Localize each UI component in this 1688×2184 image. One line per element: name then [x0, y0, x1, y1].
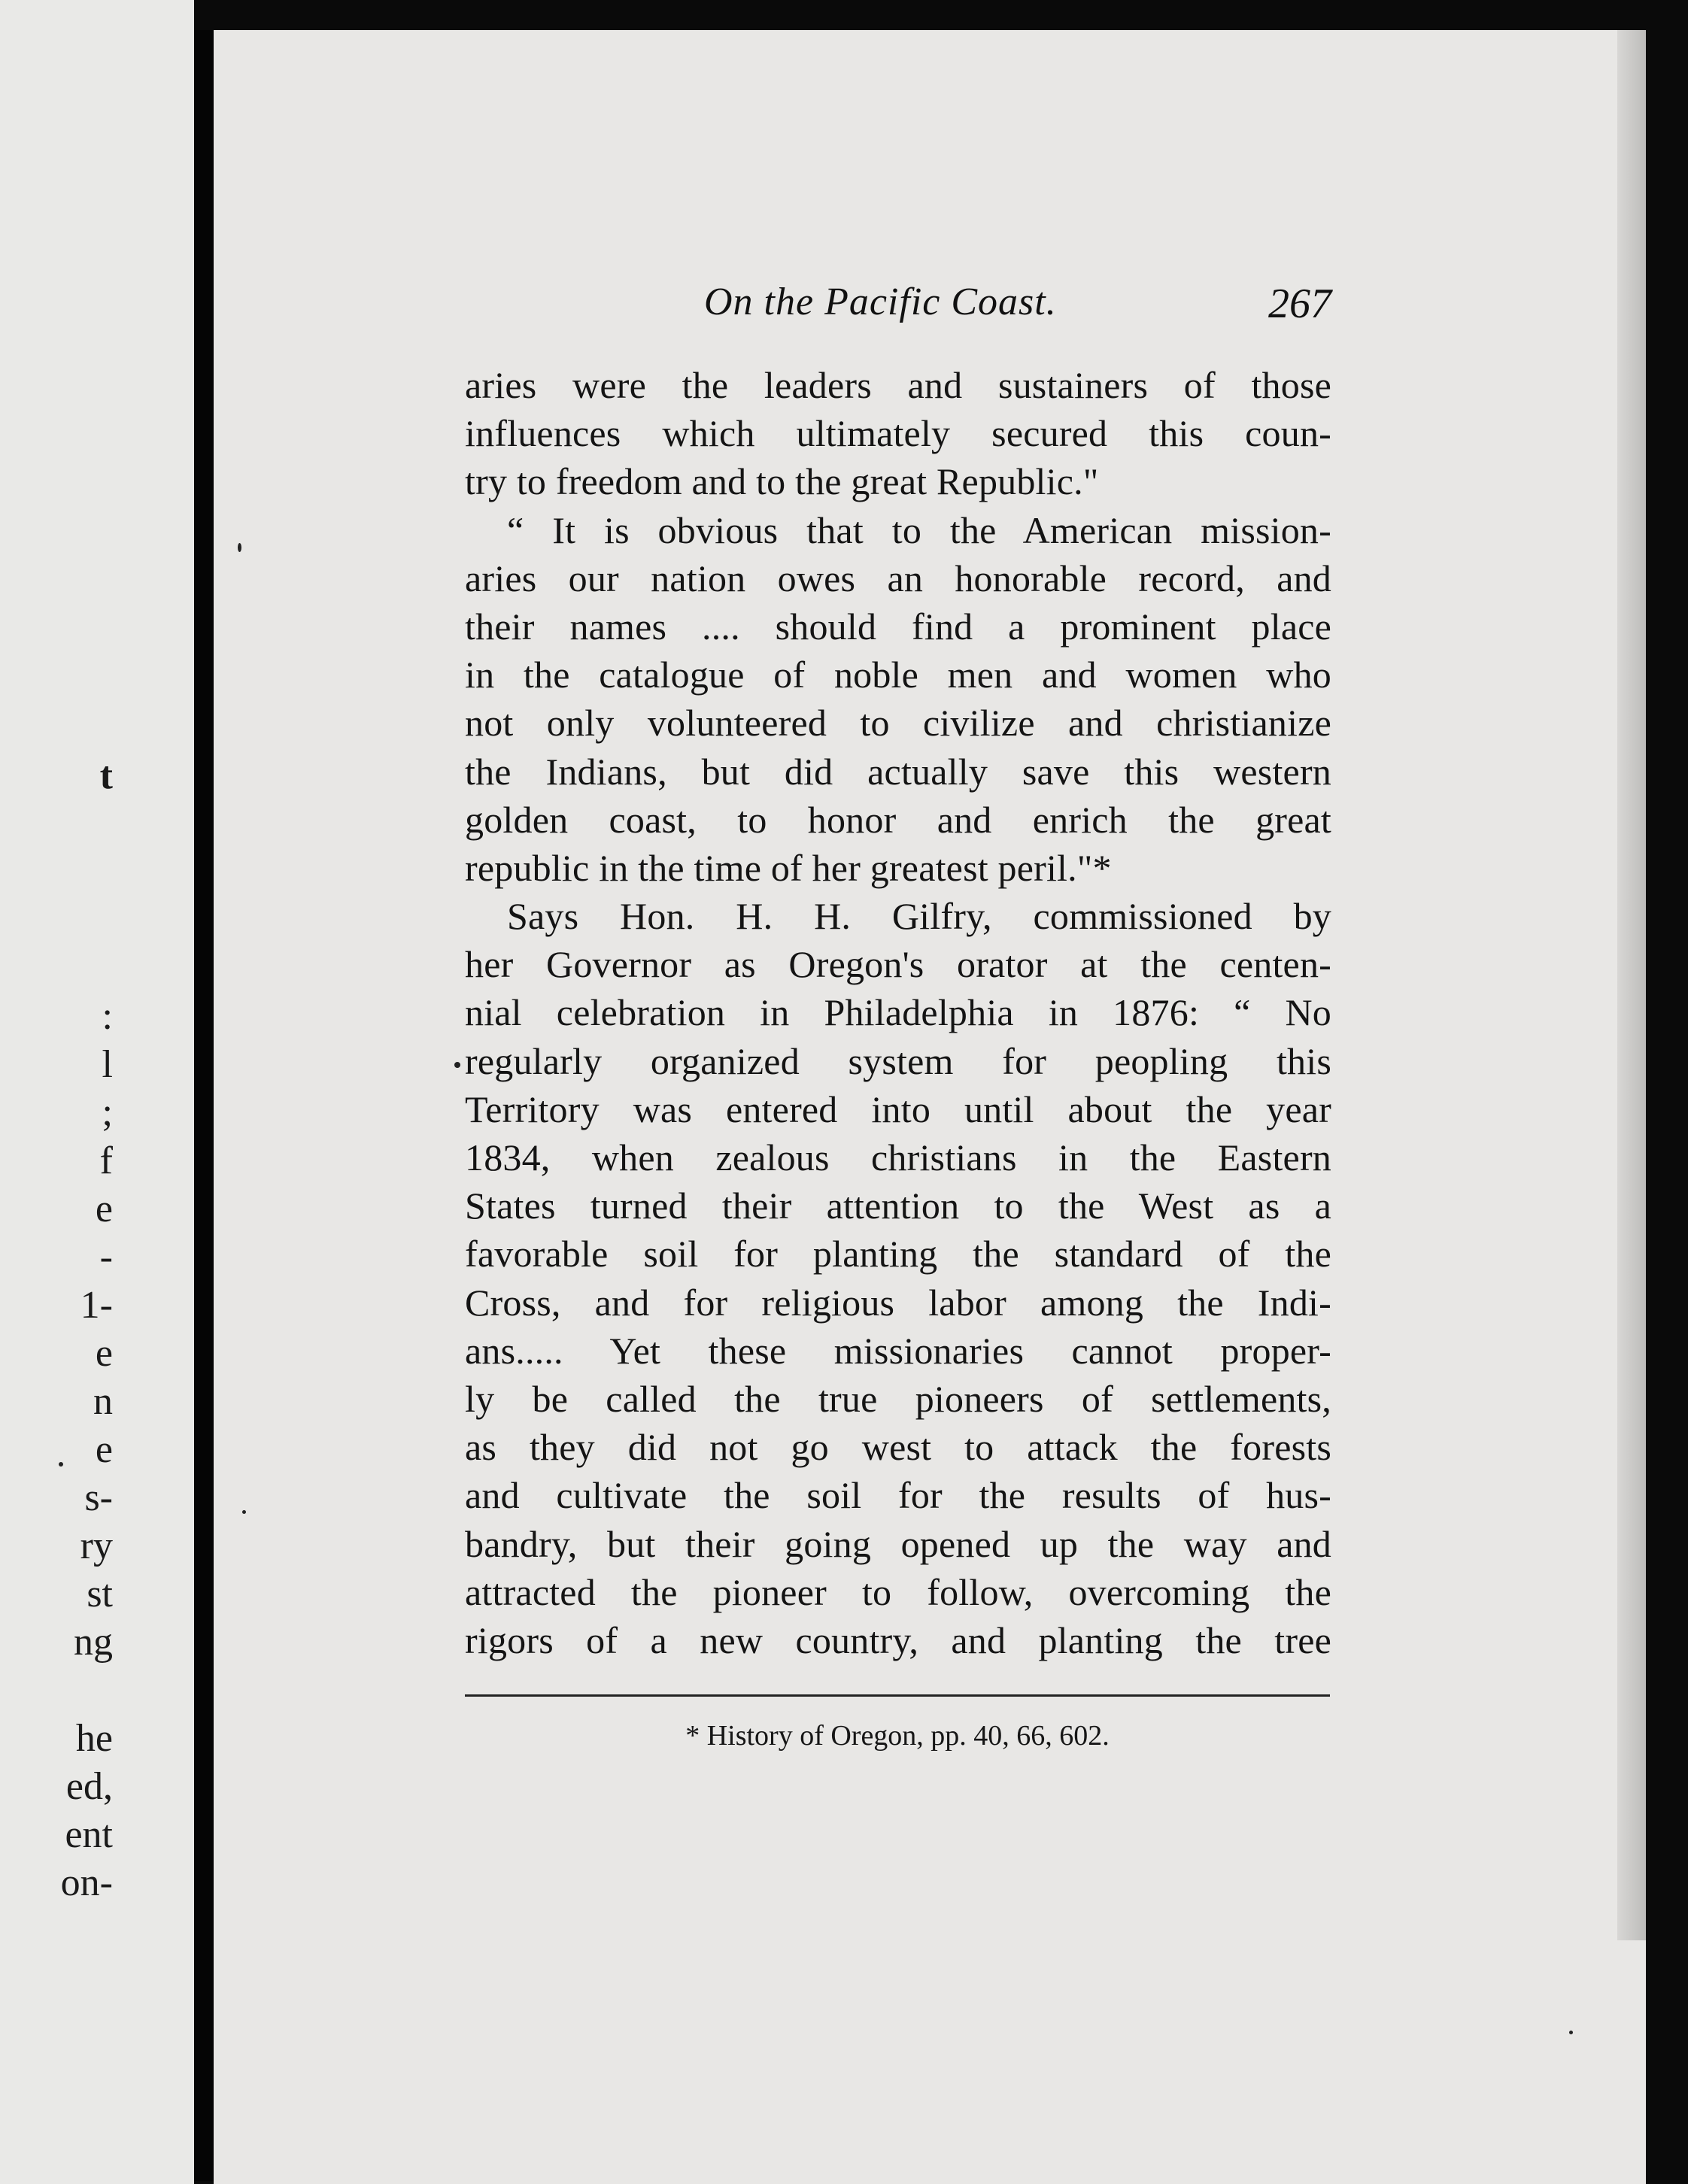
text-line: Says Hon. H. H. Gilfry, commissioned by: [507, 895, 1331, 938]
fragment-line: e: [95, 1188, 113, 1230]
fragment-line: -: [99, 1236, 113, 1279]
fragment-line: on-: [60, 1861, 113, 1904]
fragment-line: he: [75, 1717, 113, 1760]
text-line: rigors of a new country, and planting the tree: [465, 1618, 1331, 1661]
text-line: republic in the time of her greatest peril."*: [465, 846, 1112, 889]
fragment-line: st: [87, 1573, 113, 1615]
fragment-line: ng: [74, 1621, 113, 1664]
text-line: the Indians, but did actually save this western: [465, 750, 1331, 793]
text-line: regularly organized system for peopling this: [465, 1039, 1331, 1082]
fragment-line: [0, 1667, 113, 1715]
page-edge-shadow: [1617, 30, 1646, 1940]
fragment-line: [0, 800, 113, 848]
fragment-line: [0, 848, 113, 896]
body-text: [465, 361, 1331, 1664]
fragment-line: s-: [84, 1476, 113, 1519]
footnote-rule: [465, 1694, 1330, 1697]
fragment-line: e: [95, 1428, 113, 1471]
text-line: as they did not go west to attack the forests: [465, 1426, 1331, 1469]
fragment-line: ry: [80, 1524, 113, 1567]
scan-speck: [242, 1510, 246, 1514]
fragment-line: t: [99, 754, 113, 797]
text-line: Cross, and for religious labor among the Indi-: [465, 1281, 1331, 1324]
fragment-line: ;: [102, 1091, 113, 1134]
page-number: 267: [1268, 281, 1331, 327]
text-line: not only volunteered to civilize and christianize: [465, 702, 1331, 745]
fragment-line: ent: [65, 1813, 113, 1856]
footnote: * History of Oregon, pp. 40, 66, 602.: [685, 1720, 1110, 1752]
text-line: attracted the pioneer to follow, overcoming the: [465, 1570, 1331, 1613]
text-line: their names .... should find a prominent place: [465, 605, 1331, 648]
text-line: try to freedom and to the great Republic.": [465, 460, 1099, 503]
text-line: ans..... Yet these missionaries cannot proper-: [465, 1329, 1331, 1372]
text-line: influences which ultimately secured this coun-: [465, 412, 1331, 455]
fragment-line: ed,: [65, 1765, 113, 1808]
text-line: in the catalogue of noble men and women who: [465, 654, 1331, 696]
previous-page-fragment: [0, 0, 194, 2184]
fragment-line: e: [95, 1332, 113, 1375]
text-line: 1834, when zealous christians in the Eastern: [465, 1136, 1331, 1178]
text-line: Territory was entered into until about the year: [465, 1087, 1331, 1130]
text-line: aries our nation owes an honorable record, and: [465, 557, 1331, 599]
text-line: ly be called the true pioneers of settlements,: [465, 1377, 1331, 1420]
text-line: States turned their attention to the West as a: [465, 1185, 1331, 1227]
running-title: On the Pacific Coast.: [704, 281, 1057, 323]
scan-speck: [1569, 2031, 1573, 2034]
scan-speck: [238, 543, 241, 552]
fragment-line: 1-: [80, 1284, 113, 1327]
text-line: her Governor as Oregon's orator at the centen-: [465, 943, 1331, 986]
text-line: aries were the leaders and sustainers of those: [465, 364, 1331, 406]
scan-speck: [59, 1462, 63, 1467]
fragment-line: n: [93, 1380, 113, 1423]
text-line: favorable soil for planting the standard of the: [465, 1233, 1331, 1276]
previous-page-text-fragments: [0, 752, 113, 1907]
fragment-line: [0, 896, 113, 945]
fragment-line: l: [102, 1043, 113, 1086]
text-line: “ It is obvious that to the American mission-: [507, 508, 1331, 551]
scan-speck: [454, 1062, 460, 1068]
text-line: and cultivate the soil for the results of hus-: [465, 1474, 1331, 1517]
fragment-line: f: [99, 1139, 113, 1182]
text-line: golden coast, to honor and enrich the great: [465, 798, 1331, 841]
fragment-line: :: [102, 995, 113, 1038]
text-line: bandry, but their going opened up the way and: [465, 1522, 1331, 1565]
book-gutter: [194, 30, 214, 2181]
text-line: nial celebration in Philadelphia in 1876: “ No: [465, 991, 1331, 1034]
running-header: [465, 280, 1331, 340]
fragment-line: [0, 945, 113, 993]
